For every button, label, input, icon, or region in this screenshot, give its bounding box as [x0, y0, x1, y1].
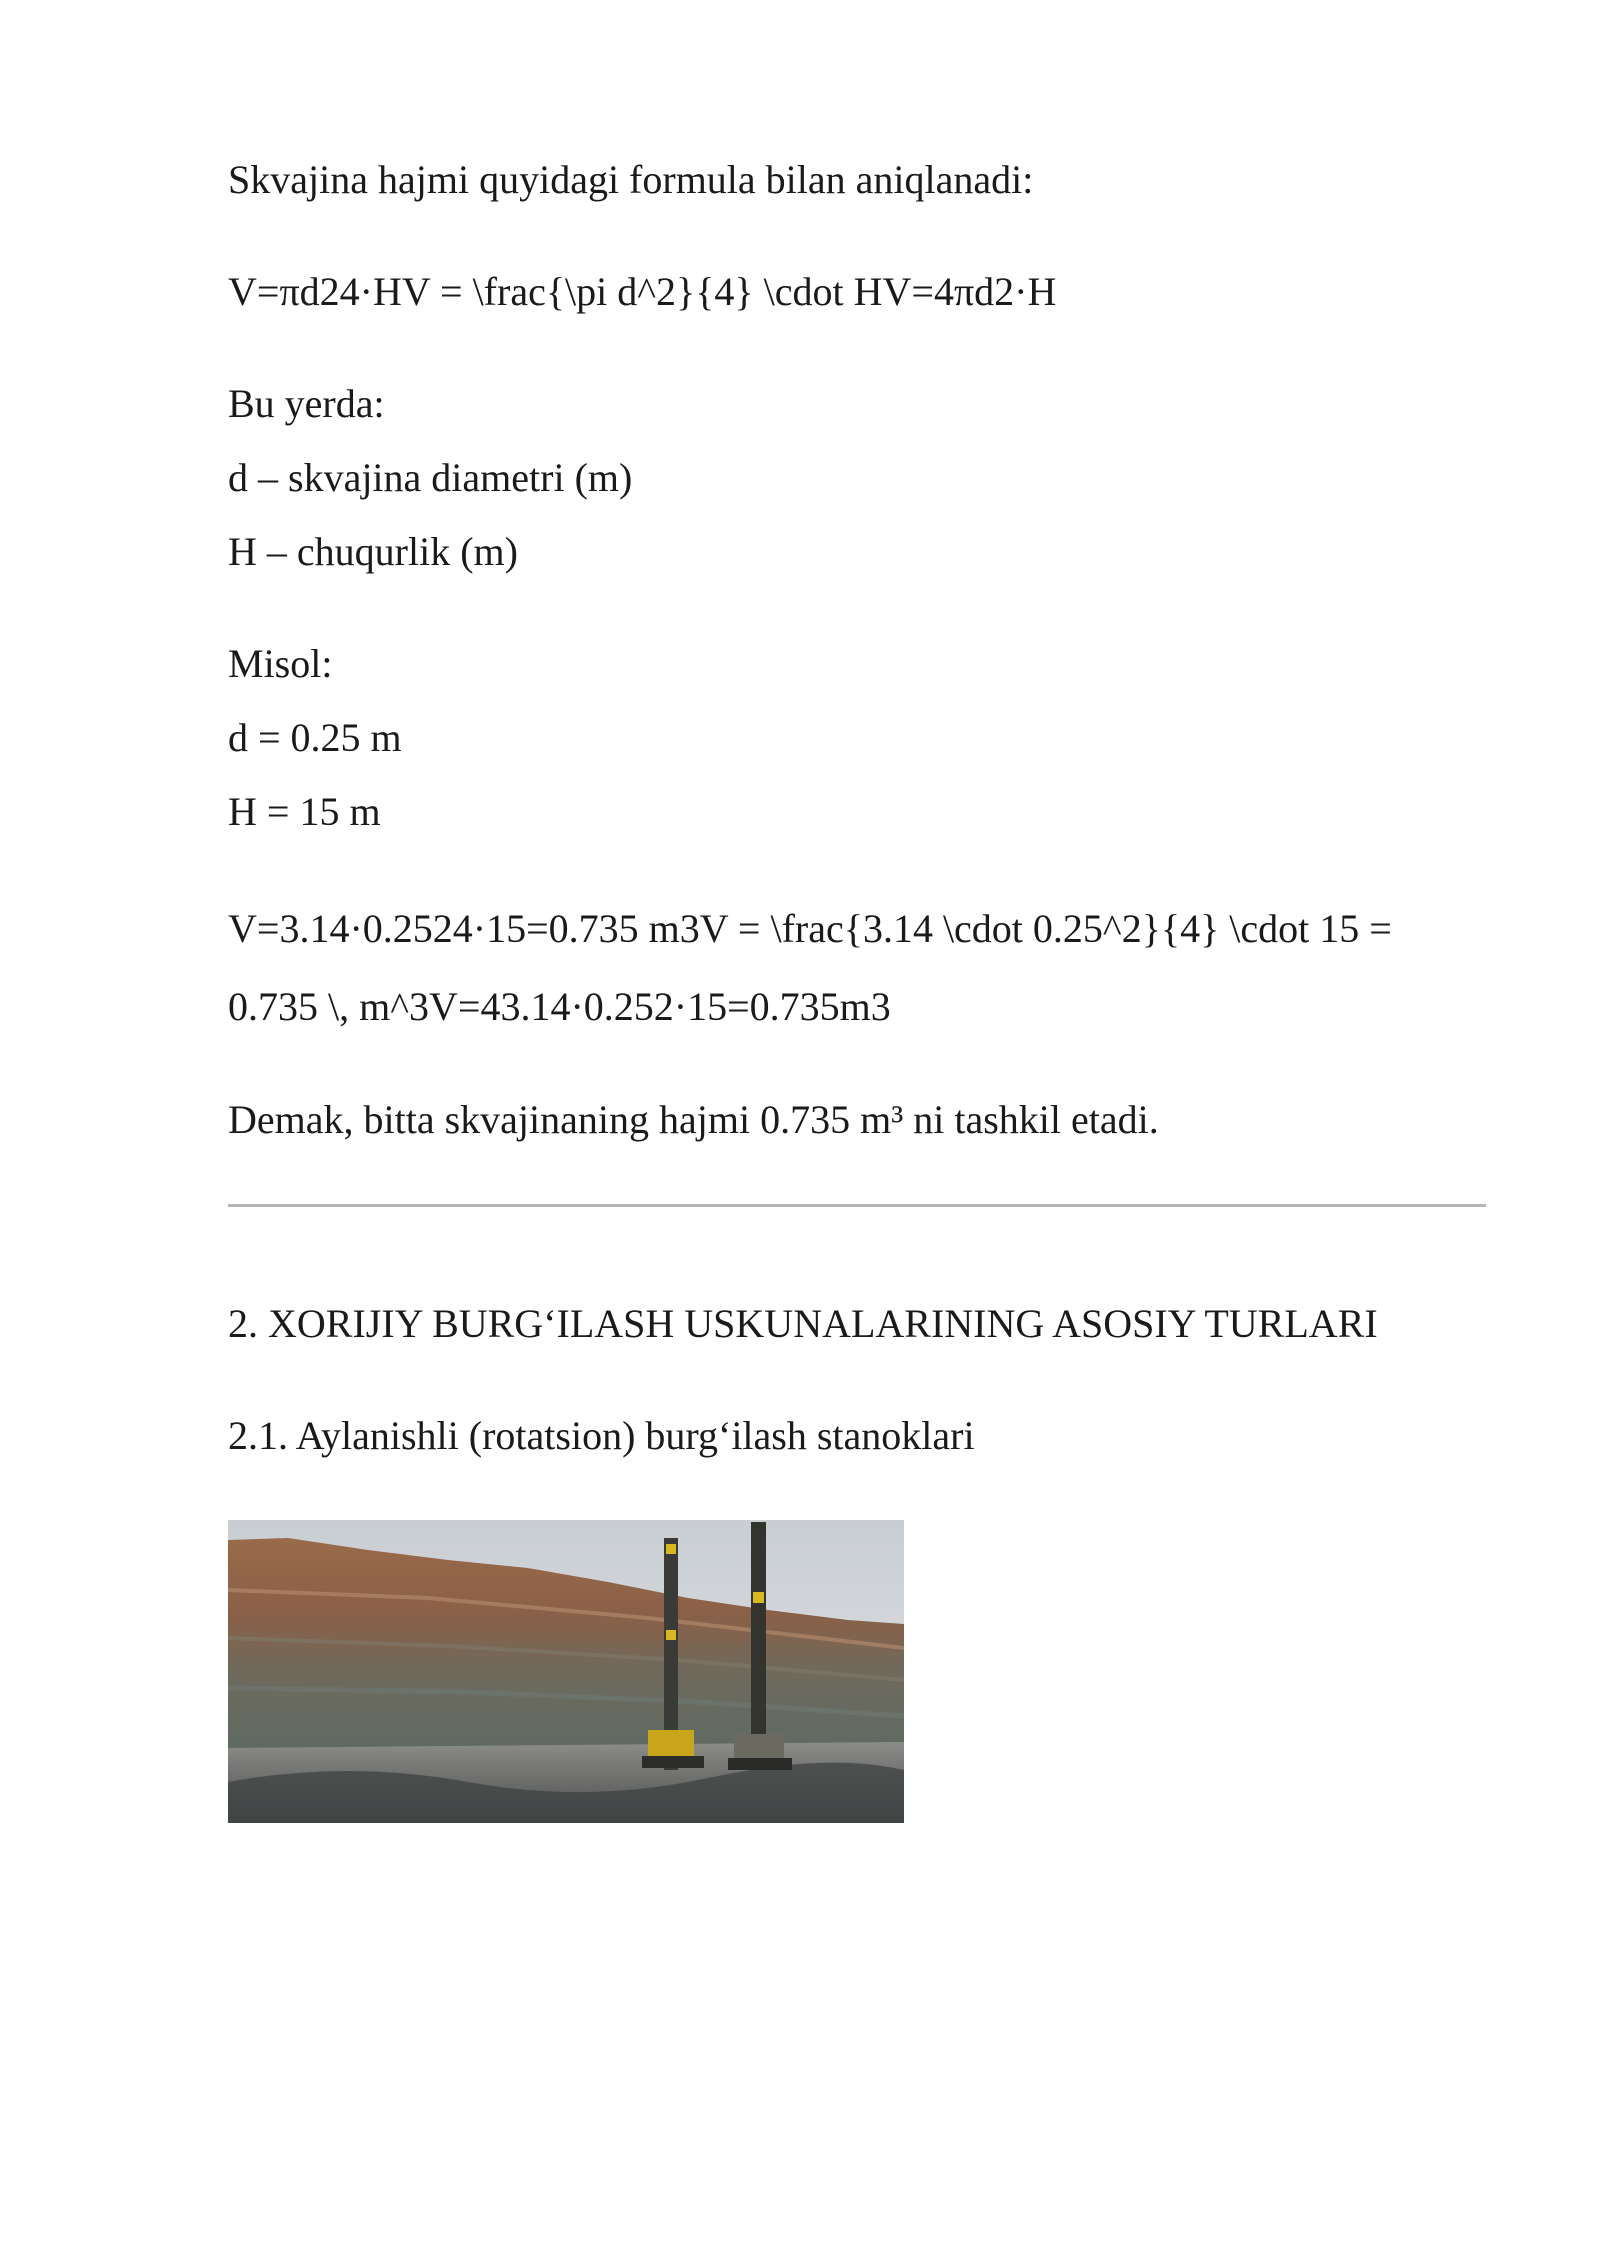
calculation-formula-line-2: 0.735 \, m^3V=43.14·0.252·15=0.735m3 [228, 984, 891, 1029]
where-label: Bu yerda: [228, 381, 385, 426]
subsection-heading: 2.1. Aylanishli (rotatsion) burg‘ilash stanoklari [228, 1413, 975, 1458]
section-heading: 2. XORIJIY BURG‘ILASH USKUNALARINING ASOSIY TURLARI [228, 1301, 1378, 1346]
calculation-formula-line-1: V=3.14·0.2524·15=0.735 m3V = \frac{3.14 \cdot 0.25^2}{4} \cdot 15 = [228, 906, 1392, 951]
example-label: Misol: [228, 641, 333, 686]
definition-diameter: d – skvajina diametri (m) [228, 455, 633, 500]
conclusion-text: Demak, bitta skvajinaning hajmi 0.735 m³ ni tashkil etadi. [228, 1097, 1159, 1142]
example-diameter: d = 0.25 m [228, 715, 402, 760]
example-depth: H = 15 m [228, 789, 381, 834]
volume-formula: V=πd24·HV = \frac{\pi d^2}{4} \cdot HV=4πd2·H [228, 269, 1057, 314]
definition-depth: H – chuqurlik (m) [228, 529, 518, 574]
horizontal-divider [228, 1204, 1486, 1207]
drilling-rigs-photo [228, 1520, 904, 1823]
intro-text: Skvajina hajmi quyidagi formula bilan aniqlanadi: [228, 157, 1034, 202]
